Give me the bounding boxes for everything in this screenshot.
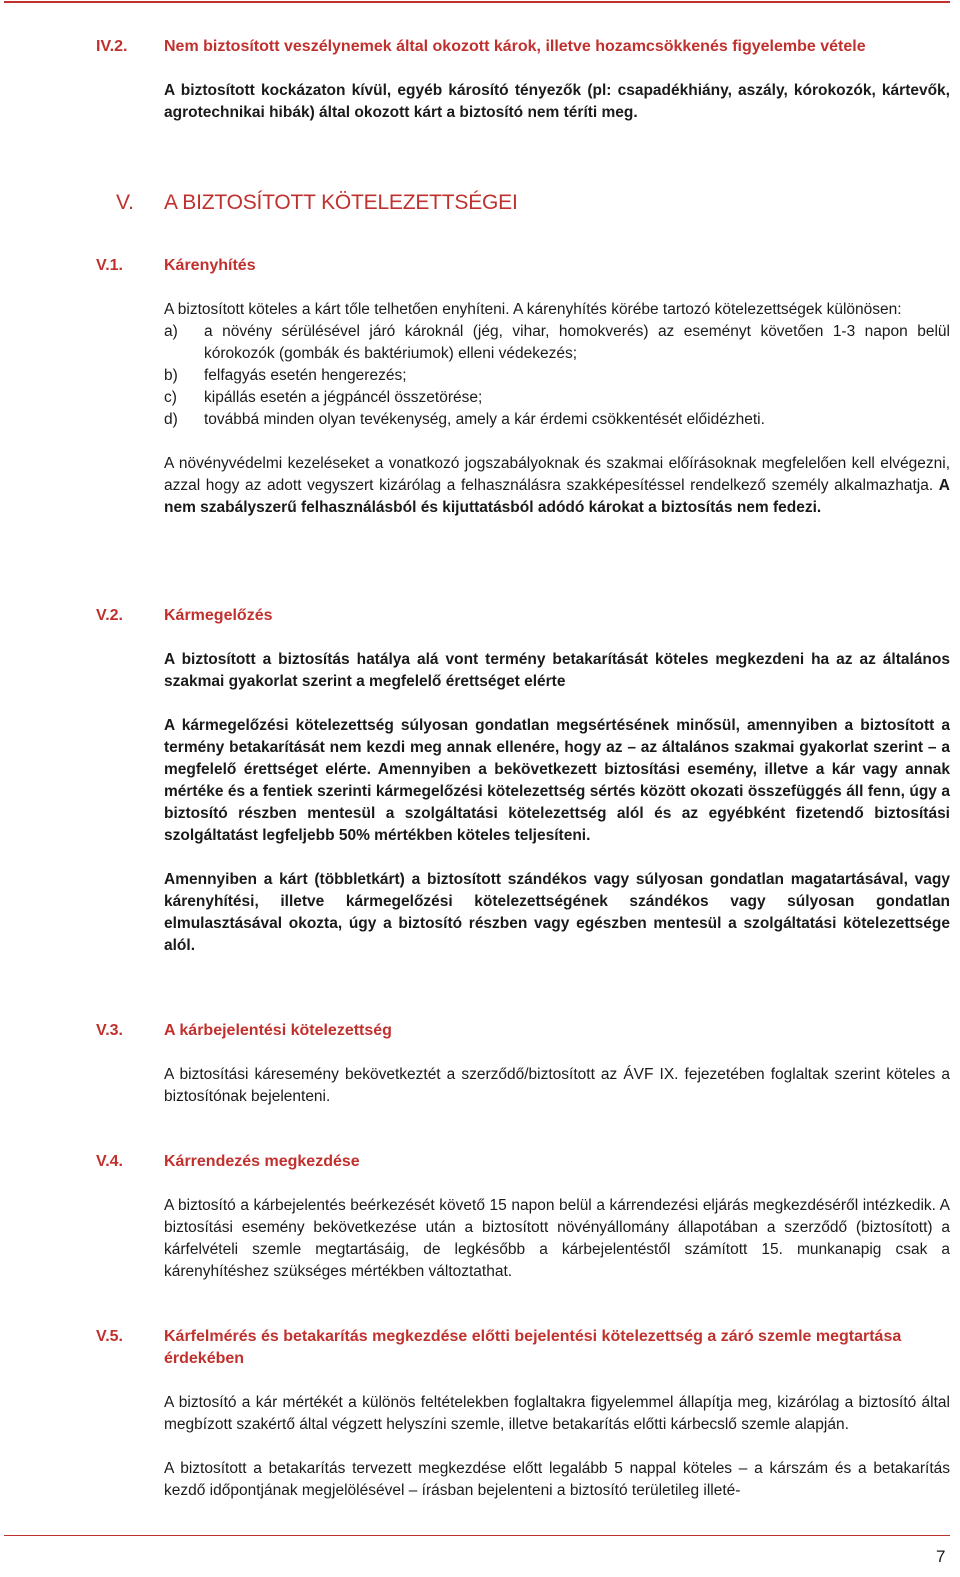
section-paragraph [164, 453, 950, 519]
section-title: Kárfelmérés és betakarítás megkezdése előtti bejelentési kötelezettség a záró szemle megtartása érdekében [164, 1328, 902, 1367]
section-paragraph: A biztosítási káresemény bekövetkeztét a szerződő/biztosított az ÁVF IX. fejezetében foglaltak szerint köteles a biztosítónak bejelenteni. [164, 1066, 950, 1105]
section-paragraph: A biztosított a betakarítás tervezett megkezdése előtt legalább 5 nappal köteles – a kárszám és a betakarítás kezdő időpontjának megjelölésével – írásban bejelenteni a biztosító területileg illeté- [164, 1460, 950, 1499]
page-number: 7 [936, 1547, 946, 1566]
list-label: a) [164, 323, 178, 340]
section-paragraph: A biztosított kockázaton kívül, egyéb károsító tényezők (pl: csapadékhiány, aszály, kórokozók, kártevők, agrotechnikai hibák) által okozott kárt a biztosító nem téríti meg. [164, 82, 950, 121]
list-item [164, 387, 950, 409]
list-text: kipállás esetén a jégpáncél összetörése; [204, 389, 483, 406]
bottom-rule [4, 1535, 950, 1536]
section-paragraph: A kármegelőzési kötelezettség súlyosan gondatlan megsértésének minősül, amennyiben a biztosított a termény betakarítását nem kezdi meg annak ellenére, hogy az – az általános szakmai gyakorlat szerint – a megfelelő érettséget elérte. Amennyiben a bekövetkezett biztosítási esemény, illetve a kár vagy annak mértéke és a fentiek szerinti kármegelőzési kötelezettség sértés között okozati összefüggés áll fenn, úgy a biztosító részben mentesül a szolgáltatási kötelezettség alól és az egyébként fizetendő biztosítási szolgáltatást legfeljebb 50% mértékben köteles teljesíteni. [164, 717, 950, 844]
section-paragraph: A biztosító a kárbejelentés beérkezését követő 15 napon belül a kárrendezési eljárás megkezdéséről intézkedik. A biztosítási esemény bekövetkezése után a biztosított növényállomány állapotában a szerződő (biztosított) a kárfelvételi szemle megtartásáig, de legkésőbb a kárbejelentéstől számított 15. munkanapig csak a kárenyhítéshez szükséges mértékben változtathat. [164, 1197, 950, 1280]
section-number: V.2. [96, 607, 123, 624]
list-item [164, 321, 950, 365]
paragraph-bold-text: A nem szabályszerű felhasználásból és kijuttatásból adódó károkat a biztosítás nem fedezi. [164, 477, 950, 516]
list-label: c) [164, 389, 177, 406]
list-label: b) [164, 367, 178, 384]
section-number: V.4. [96, 1153, 123, 1170]
section-number: IV.2. [96, 38, 128, 55]
section-paragraph: Amennyiben a kárt (többletkárt) a biztosított szándékos vagy súlyosan gondatlan magatartásával, vagy kárenyhítési, illetve kármegelőzési kötelezettségének szándékos vagy súlyosan gondatlan elmulasztásával okozta, úgy a biztosító részben vagy egészben mentesül a szolgáltatási kötelezettsége alól. [164, 871, 950, 954]
section-title: Nem biztosított veszélynemek által okozott károk, illetve hozamcsökkenés figyelembe vétele [164, 38, 866, 55]
section-paragraph: A biztosított a biztosítás hatálya alá vont termény betakarítását köteles megkezdeni ha az az általános szakmai gyakorlat szerint a megfelelő érettséget elérte [164, 651, 950, 690]
top-rule [4, 1, 950, 3]
list-item [164, 365, 950, 387]
section-title: Kármegelőzés [164, 607, 273, 624]
section-number: V.1. [96, 257, 123, 274]
list-label: d) [164, 411, 178, 428]
section-intro: A biztosított köteles a kárt tőle telhetően enyhíteni. A kárenyhítés körébe tartozó kötelezettségek különösen: [164, 301, 902, 318]
list-text: felfagyás esetén hengerezés; [204, 367, 407, 384]
paragraph-text: A növényvédelmi kezeléseket a vonatkozó jogszabályoknak és szakmai előírásoknak megfelelően kell elvégezni, azzal hogy az adott vegyszert kizárólag a felhasználásra szakképesítéssel rendelkező személy alkalmazhatja. [164, 455, 950, 494]
chapter-number: V. [116, 191, 134, 214]
section-title: Kárrendezés megkezdése [164, 1153, 360, 1170]
section-title: A kárbejelentési kötelezettség [164, 1022, 392, 1039]
chapter-title: A BIZTOSÍTOTT KÖTELEZETTSÉGEI [164, 191, 518, 214]
section-number: V.3. [96, 1022, 123, 1039]
list-text: a növény sérülésével járó károknál (jég, vihar, homokverés) az eseményt követően 1-3 napon belül kórokozók (gombák és baktériumok) elleni védekezés; [204, 323, 950, 362]
list-item [164, 409, 950, 431]
section-paragraph: A biztosító a kár mértékét a különös feltételekben foglaltakra figyelemmel állapítja meg, kizárólag a biztosító által megbízott szakértő által végzett helyszíni szemle, illetve betakarítás előtti kárbecslő szemle alapján. [164, 1394, 950, 1433]
section-title: Kárenyhítés [164, 257, 256, 274]
section-number: V.5. [96, 1328, 123, 1345]
list-text: továbbá minden olyan tevékenység, amely a kár érdemi csökkentését előidézheti. [204, 411, 765, 428]
